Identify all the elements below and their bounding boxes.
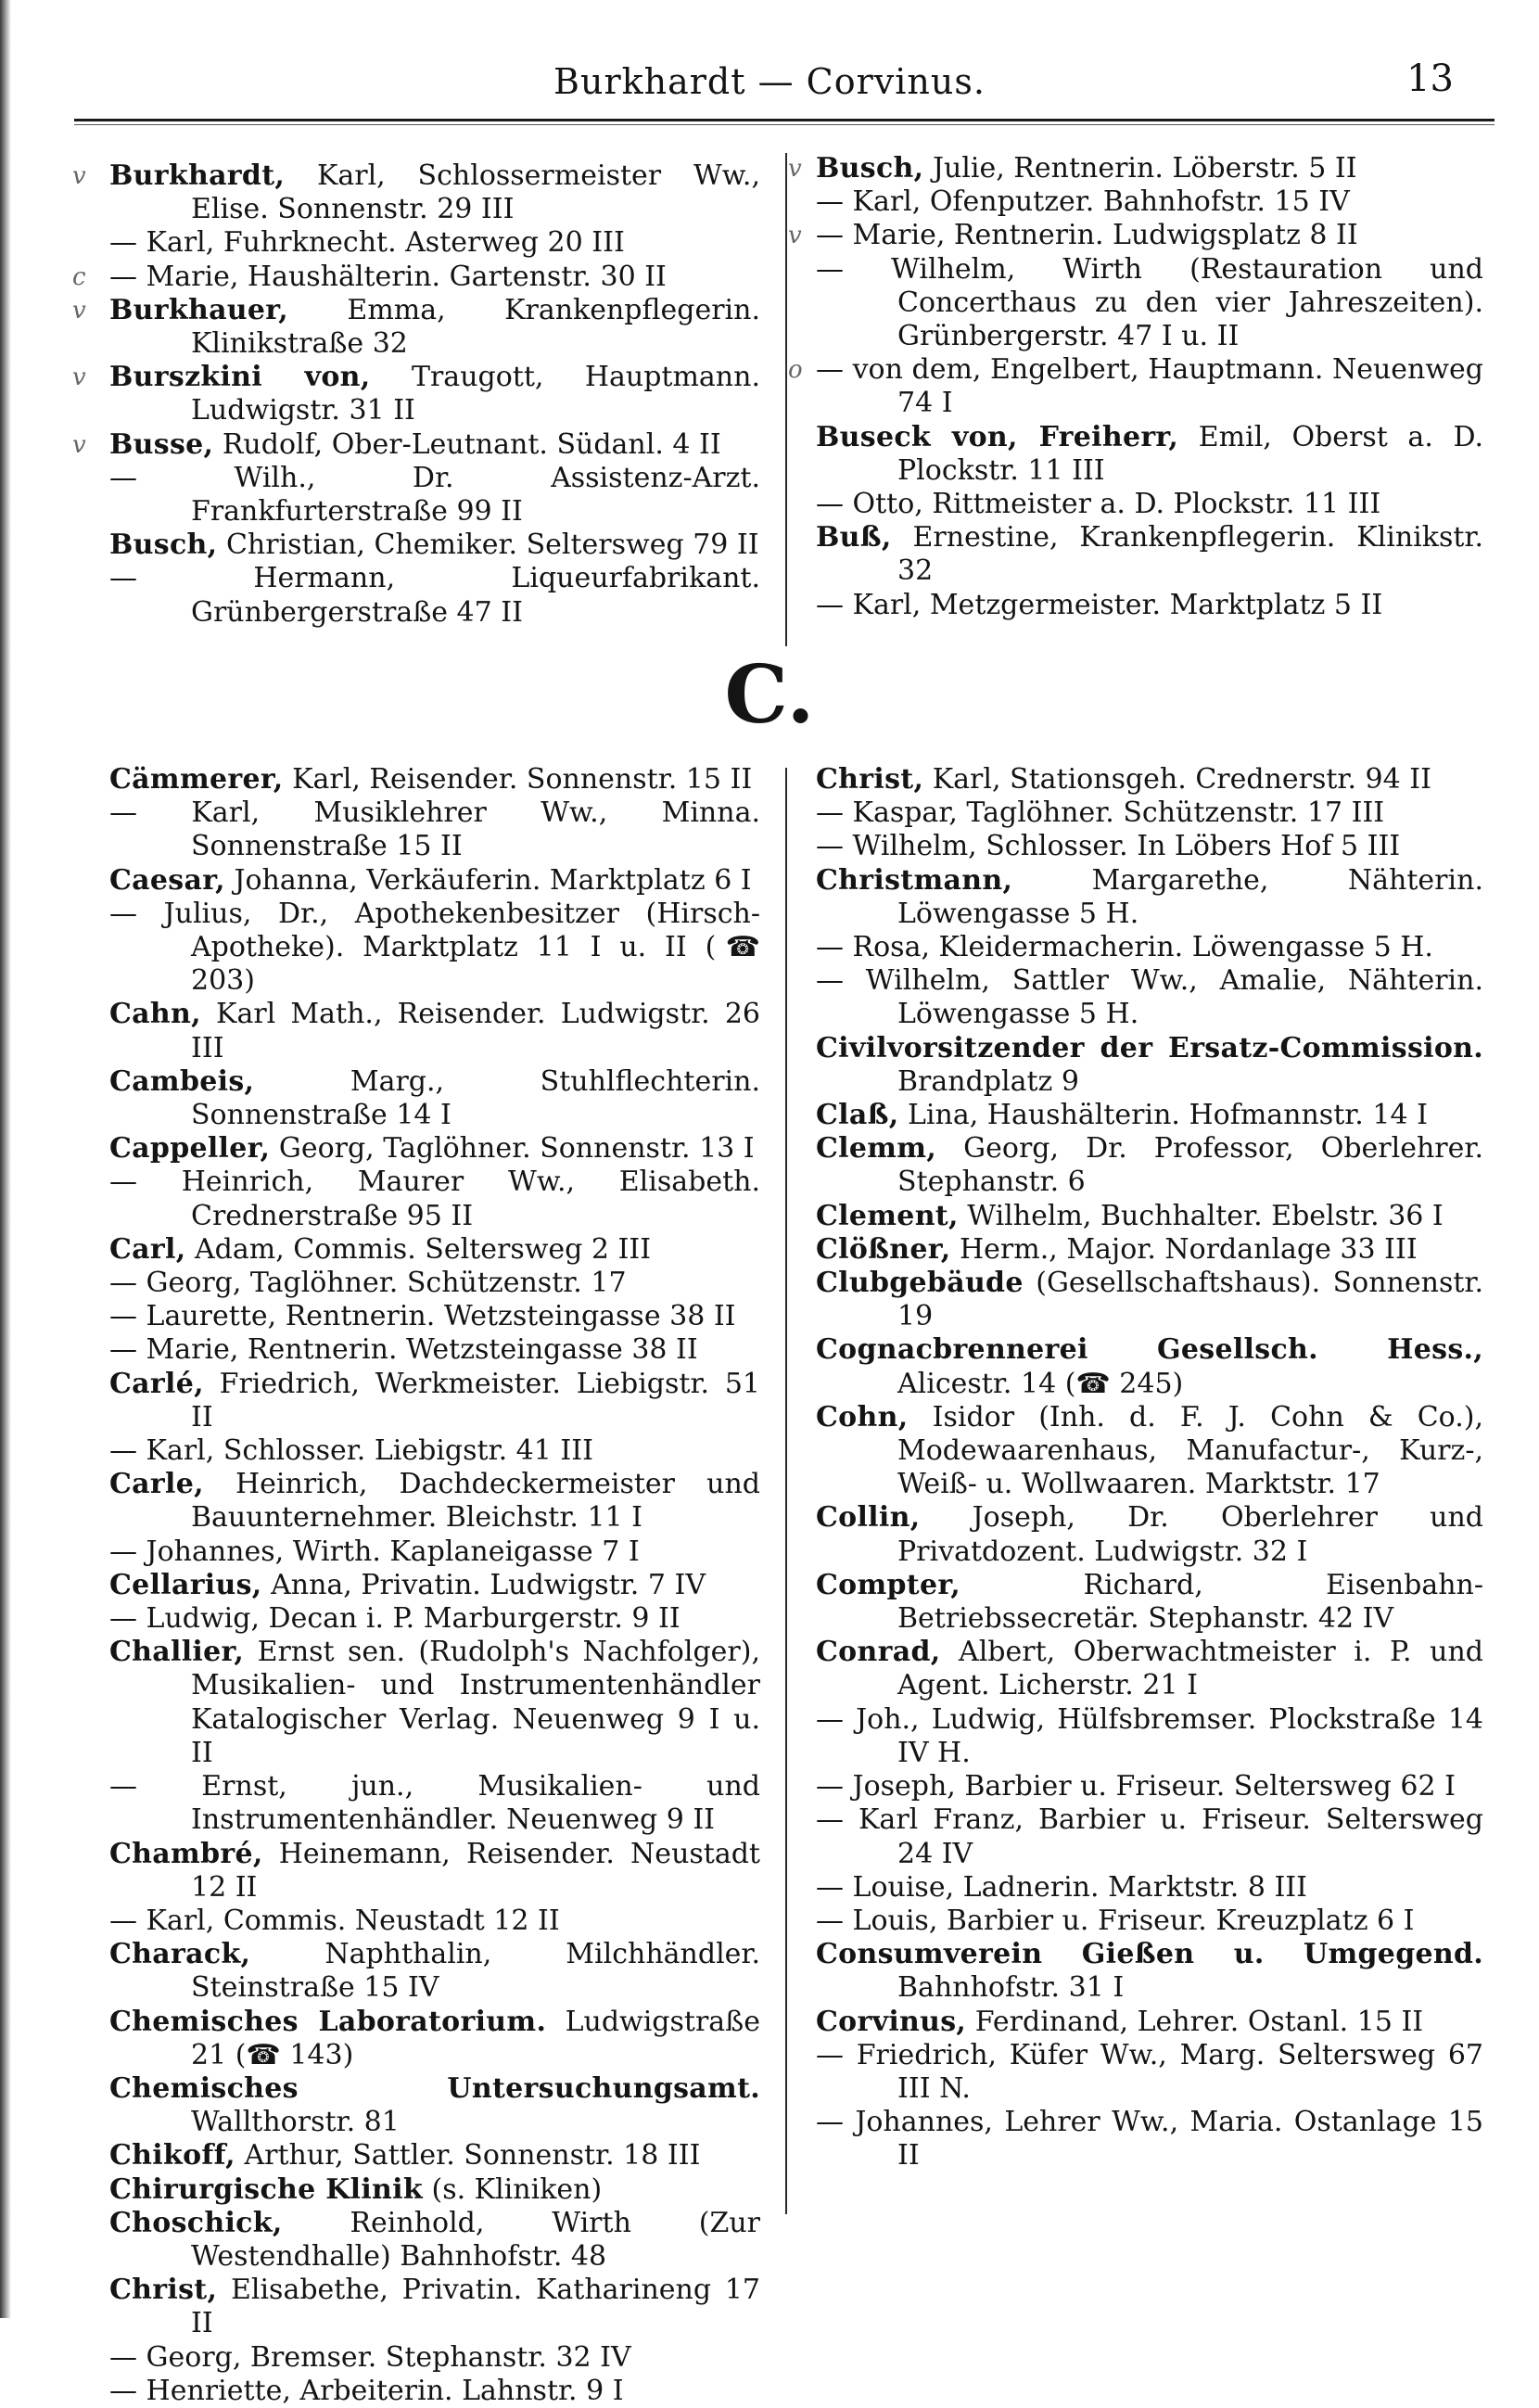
page-title: Burkhardt — Corvinus. bbox=[553, 61, 986, 102]
margin-tick-mark: v bbox=[72, 363, 86, 392]
entry-details: Naphthalin, Milchhändler. Steinstraße 15 IV bbox=[191, 1938, 760, 2005]
entry-details: Brandplatz 9 bbox=[897, 1064, 1079, 1098]
entry-surname: Busch, bbox=[816, 152, 924, 185]
directory-entry bbox=[72, 293, 760, 361]
directory-entry bbox=[109, 1838, 760, 1905]
entry-details: — Georg, Taglöhner. Schützenstr. 17 bbox=[109, 1267, 627, 1300]
entry-details: — Otto, Rittmeister a. D. Plockstr. 11 III bbox=[816, 488, 1381, 521]
entry-surname: Cognacbrennerei Gesellsch. Hess., bbox=[816, 1333, 1483, 1367]
directory-entry bbox=[816, 1803, 1483, 1870]
entry-details: Adam, Commis. Seltersweg 2 III bbox=[195, 1232, 652, 1266]
header-rule bbox=[74, 119, 1494, 121]
entry-surname: Busch, bbox=[109, 529, 218, 562]
entry-surname: Chirurgische Klinik bbox=[109, 2172, 423, 2206]
directory-entry bbox=[816, 1267, 1483, 1333]
entry-details: Karl, Reisender. Sonnenstr. 15 II bbox=[292, 763, 753, 796]
entry-details: Friedrich, Werkmeister. Liebigstr. 51 II bbox=[191, 1367, 760, 1433]
entry-details: Anna, Privatin. Ludwigstr. 7 IV bbox=[271, 1568, 706, 1601]
entry-details: — Heinrich, Maurer Ww., Elisabeth. Crednerstraße 95 II bbox=[109, 1166, 760, 1232]
entry-surname: Burkhardt, bbox=[109, 159, 286, 192]
entry-surname: Clement, bbox=[816, 1199, 959, 1232]
entry-details: — Joseph, Barbier u. Friseur. Seltersweg 62 I bbox=[816, 1770, 1456, 1803]
directory-entry bbox=[109, 2173, 760, 2207]
directory-entry bbox=[109, 462, 760, 529]
entry-surname: Compter, bbox=[816, 1568, 961, 1601]
column-lower-left bbox=[109, 763, 760, 2408]
column-lower-right bbox=[816, 763, 1483, 2173]
directory-entry bbox=[816, 185, 1483, 219]
entry-surname: Charack, bbox=[109, 1938, 251, 1971]
directory-entry bbox=[72, 260, 760, 294]
column-divider-lower bbox=[785, 768, 787, 2214]
entry-details: — von dem, Engelbert, Hauptmann. Neuenweg 74 I bbox=[816, 353, 1483, 420]
directory-entry bbox=[816, 1938, 1483, 2005]
entry-surname: Carl, bbox=[109, 1232, 186, 1266]
directory-entry bbox=[816, 1132, 1483, 1199]
entry-details: — Karl Franz, Barbier u. Friseur. Seltersweg 24 IV bbox=[816, 1803, 1483, 1870]
entry-surname: Conrad, bbox=[816, 1636, 941, 1669]
directory-entry bbox=[109, 1065, 760, 1132]
entry-details: Reinhold, Wirth (Zur Westendhalle) Bahnhofstr. 48 bbox=[191, 2206, 760, 2273]
directory-entry bbox=[816, 1032, 1483, 1099]
section-letter: C. bbox=[724, 648, 815, 742]
entry-details: Wallthorstr. 81 bbox=[191, 2106, 400, 2139]
margin-tick-mark: v bbox=[788, 222, 802, 250]
entry-details: Ludwigstraße 21 (☎ 143) bbox=[191, 2005, 760, 2071]
entry-surname: Christ, bbox=[109, 2274, 218, 2307]
directory-entry bbox=[109, 2375, 760, 2408]
entry-details: Arthur, Sattler. Sonnenstr. 18 III bbox=[244, 2139, 701, 2172]
margin-tick-mark: v bbox=[72, 430, 86, 459]
margin-tick-mark: c bbox=[72, 262, 86, 291]
directory-entry bbox=[109, 2207, 760, 2274]
entry-details: — Louis, Barbier u. Friseur. Kreuzplatz 6 I bbox=[816, 1904, 1415, 1937]
entry-surname: Caesar, bbox=[109, 863, 225, 897]
directory-entry bbox=[109, 763, 760, 796]
entry-surname: Cellarius, bbox=[109, 1568, 262, 1601]
entry-details: — Ludwig, Decan i. P. Marburgerstr. 9 II bbox=[109, 1602, 680, 1636]
directory-entry bbox=[816, 2106, 1483, 2172]
entry-details: Elisabethe, Privatin. Katharineng 17 II bbox=[191, 2274, 760, 2340]
entry-surname: Corvinus, bbox=[816, 2005, 967, 2038]
entry-details: Richard, Eisenbahn-Betriebssecretär. Stephanstr. 42 IV bbox=[897, 1568, 1483, 1636]
entry-details: — Georg, Bremser. Stephanstr. 32 IV bbox=[109, 2340, 631, 2374]
directory-entry bbox=[816, 1703, 1483, 1770]
directory-entry bbox=[816, 1401, 1483, 1502]
directory-entry bbox=[109, 1132, 760, 1166]
entry-surname: Carlé, bbox=[109, 1367, 204, 1400]
scan-edge-shadow bbox=[0, 0, 11, 2318]
entry-surname: Christmann, bbox=[816, 863, 1013, 897]
entry-details: Isidor (Inh. d. F. J. Cohn & Co.), Modewaarenhaus, Manufactur-, Kurz-, Weiß- u. Wollwaaren. Marktstr. 17 bbox=[897, 1400, 1483, 1501]
directory-entry bbox=[816, 1905, 1483, 1938]
directory-entry bbox=[816, 1501, 1483, 1568]
entry-details: — Karl, Fuhrknecht. Asterweg 20 III bbox=[109, 226, 625, 260]
directory-entry bbox=[788, 353, 1483, 420]
directory-entry bbox=[109, 1938, 760, 2005]
directory-entry bbox=[109, 2341, 760, 2375]
entry-details: (Gesellschaftshaus). Sonnenstr. 19 bbox=[897, 1267, 1483, 1333]
entry-details: Heinemann, Reisender. Neustadt 12 II bbox=[191, 1837, 760, 1904]
entry-details: Ferdinand, Lehrer. Ostanl. 15 II bbox=[974, 2005, 1424, 2038]
directory-entry bbox=[109, 1770, 760, 1837]
directory-entry bbox=[816, 964, 1483, 1031]
entry-details: Heinrich, Dachdeckermeister und Bauunternehmer. Bleichstr. 11 I bbox=[191, 1468, 760, 1535]
entry-details: (s. Kliniken) bbox=[431, 2172, 603, 2206]
directory-entry bbox=[816, 864, 1483, 931]
directory-entry bbox=[816, 796, 1483, 830]
entry-details: — Rosa, Kleidermacherin. Löwengasse 5 H. bbox=[816, 931, 1433, 964]
entry-details: — Marie, Rentnerin. Ludwigsplatz 8 II bbox=[816, 219, 1358, 252]
entry-details: Emil, Oberst a. D. Plockstr. 11 III bbox=[897, 420, 1483, 487]
entry-surname: Busse, bbox=[109, 427, 214, 461]
directory-entry bbox=[109, 1535, 760, 1569]
entry-surname: Buseck von, Freiherr, bbox=[816, 420, 1179, 453]
entry-details: Julie, Rentnerin. Löberstr. 5 II bbox=[932, 152, 1357, 185]
entry-details: — Wilhelm, Sattler Ww., Amalie, Nähterin. Löwengasse 5 H. bbox=[816, 964, 1483, 1031]
directory-entry bbox=[816, 1871, 1483, 1905]
entry-details: Alicestr. 14 (☎ 245) bbox=[897, 1367, 1184, 1400]
entry-surname: Claß, bbox=[816, 1099, 899, 1132]
entry-surname: Cappeller, bbox=[109, 1132, 271, 1166]
directory-entry bbox=[816, 763, 1483, 796]
header-rule-thin bbox=[74, 124, 1494, 125]
entry-details: — Karl, Commis. Neustadt 12 II bbox=[109, 1904, 560, 1937]
entry-surname: Burszkini von, bbox=[109, 361, 371, 394]
directory-entry bbox=[109, 1569, 760, 1602]
entry-details: Ernestine, Krankenpflegerin. Klinikstr. 32 bbox=[897, 521, 1483, 588]
entry-details: — Hermann, Liqueurfabrikant. Grünbergerstraße 47 II bbox=[109, 562, 760, 629]
entry-details: — Johannes, Lehrer Ww., Maria. Ostanlage 15 II bbox=[816, 2106, 1483, 2172]
entry-details: Herm., Major. Nordanlage 33 III bbox=[960, 1232, 1418, 1266]
entry-details: Marg., Stuhlflechterin. Sonnenstraße 14 I bbox=[191, 1064, 760, 1132]
margin-tick-mark: v bbox=[72, 162, 86, 190]
directory-entry bbox=[109, 1300, 760, 1333]
directory-entry bbox=[109, 226, 760, 260]
directory-entry bbox=[109, 1233, 760, 1267]
directory-entry bbox=[109, 529, 760, 562]
column-divider-upper bbox=[785, 153, 787, 646]
directory-entry bbox=[816, 1636, 1483, 1702]
directory-entry bbox=[72, 361, 760, 427]
entry-surname: Clößner, bbox=[816, 1232, 951, 1266]
entry-surname: Cahn, bbox=[109, 998, 201, 1031]
directory-entry bbox=[788, 219, 1483, 252]
entry-details: — Karl, Musiklehrer Ww., Minna. Sonnenstraße 15 II bbox=[109, 796, 760, 863]
entry-details: Johanna, Verkäuferin. Marktplatz 6 I bbox=[234, 863, 752, 897]
directory-entry bbox=[109, 1333, 760, 1367]
directory-entry bbox=[109, 898, 760, 999]
entry-details: — Karl, Ofenputzer. Bahnhofstr. 15 IV bbox=[816, 185, 1350, 219]
entry-details: Karl, Stationsgeh. Crednerstr. 94 II bbox=[932, 763, 1431, 796]
margin-tick-mark: v bbox=[72, 296, 86, 325]
entry-details: Bahnhofstr. 31 I bbox=[897, 1971, 1125, 2005]
directory-entry bbox=[816, 931, 1483, 964]
entry-surname: Chikoff, bbox=[109, 2139, 235, 2172]
entry-surname: Cambeis, bbox=[109, 1064, 255, 1098]
entry-surname: Buß, bbox=[816, 521, 892, 554]
entry-details: Wilhelm, Buchhalter. Ebelstr. 36 I bbox=[967, 1199, 1444, 1232]
entry-details: Joseph, Dr. Oberlehrer und Privatdozent. Ludwigstr. 32 I bbox=[897, 1501, 1483, 1568]
column-upper-left bbox=[72, 159, 760, 630]
entry-details: — Karl, Metzgermeister. Marktplatz 5 II bbox=[816, 588, 1383, 621]
directory-entry bbox=[109, 1434, 760, 1468]
directory-entry bbox=[816, 1233, 1483, 1267]
entry-details: — Marie, Haushälterin. Gartenstr. 30 II bbox=[109, 260, 667, 293]
entry-surname: Chemisches Laboratorium. bbox=[109, 2005, 547, 2038]
directory-entry bbox=[788, 152, 1483, 185]
column-upper-right bbox=[788, 152, 1483, 622]
directory-entry bbox=[816, 521, 1483, 588]
entry-details: — Johannes, Wirth. Kaplaneigasse 7 I bbox=[109, 1535, 640, 1568]
directory-entry bbox=[109, 562, 760, 629]
entry-surname: Challier, bbox=[109, 1636, 245, 1669]
entry-details: — Friedrich, Küfer Ww., Marg. Seltersweg 67 III N. bbox=[816, 2038, 1483, 2105]
entry-details: — Ernst, jun., Musikalien- und Instrumentenhändler. Neuenweg 9 II bbox=[109, 1770, 760, 1837]
directory-entry bbox=[816, 830, 1483, 863]
directory-entry bbox=[816, 1333, 1483, 1400]
directory-entry bbox=[109, 1468, 760, 1535]
directory-entry bbox=[72, 159, 760, 226]
entry-details: Karl, Schlossermeister Ww., Elise. Sonnenstr. 29 III bbox=[191, 159, 760, 226]
directory-entry bbox=[109, 2274, 760, 2340]
entry-surname: Choschick, bbox=[109, 2206, 283, 2239]
directory-entry bbox=[109, 2139, 760, 2172]
directory-entry bbox=[816, 421, 1483, 488]
entry-surname: Cohn, bbox=[816, 1400, 909, 1433]
directory-entry bbox=[109, 1267, 760, 1300]
directory-entry bbox=[109, 1636, 760, 1770]
entry-surname: Clubgebäude bbox=[816, 1267, 1024, 1300]
directory-entry bbox=[109, 1166, 760, 1232]
entry-details: — Marie, Rentnerin. Wetzsteingasse 38 II bbox=[109, 1333, 698, 1367]
directory-entry bbox=[109, 1368, 760, 1434]
entry-surname: Clemm, bbox=[816, 1132, 937, 1166]
entry-surname: Cämmerer, bbox=[109, 763, 284, 796]
entry-surname: Civilvorsitzender der Ersatz-Commission. bbox=[816, 1031, 1483, 1064]
entry-details: Emma, Krankenpflegerin. Klinikstraße 32 bbox=[191, 293, 760, 361]
entry-surname: Chemisches Untersuchungsamt. bbox=[109, 2071, 760, 2105]
entry-surname: Collin, bbox=[816, 1501, 921, 1535]
entry-details: Georg, Taglöhner. Sonnenstr. 13 I bbox=[278, 1132, 755, 1166]
directory-entry bbox=[109, 1905, 760, 1938]
directory-entry bbox=[816, 253, 1483, 354]
entry-details: — Karl, Schlosser. Liebigstr. 41 III bbox=[109, 1434, 593, 1468]
entry-details: Rudolf, Ober-Leutnant. Südanl. 4 II bbox=[222, 427, 721, 461]
entry-surname: Chambré, bbox=[109, 1837, 263, 1870]
entry-details: Margarethe, Nähterin. Löwengasse 5 H. bbox=[897, 863, 1483, 930]
entry-details: Christian, Chemiker. Seltersweg 79 II bbox=[225, 529, 759, 562]
directory-entry bbox=[816, 488, 1483, 521]
directory-entry bbox=[109, 2072, 760, 2139]
entry-details: Ernst sen. (Rudolph's Nachfolger), Musikalien- und Instrumentenhändler Katalogischer Verlag. Neuenweg 9 I u. II bbox=[191, 1636, 760, 1769]
directory-entry bbox=[816, 2006, 1483, 2039]
entry-details: — Wilhelm, Schlosser. In Löbers Hof 5 III bbox=[816, 830, 1401, 863]
directory-entry bbox=[816, 589, 1483, 622]
page-number: 13 bbox=[1406, 57, 1454, 100]
entry-details: — Joh., Ludwig, Hülfsbremser. Plockstraße 14 IV H. bbox=[816, 1702, 1483, 1769]
directory-entry bbox=[816, 1569, 1483, 1636]
entry-details: Georg, Dr. Professor, Oberlehrer. Stephanstr. 6 bbox=[897, 1132, 1483, 1199]
directory-entry bbox=[109, 1602, 760, 1636]
directory-entry bbox=[72, 427, 760, 462]
entry-surname: Consumverein Gießen u. Umgegend. bbox=[816, 1938, 1483, 1971]
entry-details: — Henriette, Arbeiterin. Lahnstr. 9 I bbox=[109, 2374, 624, 2407]
directory-entry bbox=[109, 998, 760, 1064]
directory-entry bbox=[816, 2039, 1483, 2106]
entry-details: Traugott, Hauptmann. Ludwigstr. 31 II bbox=[191, 361, 760, 427]
directory-entry bbox=[109, 796, 760, 863]
directory-entry bbox=[816, 1770, 1483, 1803]
entry-details: — Laurette, Rentnerin. Wetzsteingasse 38 II bbox=[109, 1300, 736, 1333]
entry-details: — Julius, Dr., Apothekenbesitzer (Hirsch-Apotheke). Marktplatz 11 I u. II (☎ 203) bbox=[109, 897, 760, 998]
directory-entry bbox=[109, 864, 760, 898]
entry-details: Albert, Oberwachtmeister i. P. und Agent. Licherstr. 21 I bbox=[897, 1636, 1483, 1702]
entry-surname: Carle, bbox=[109, 1468, 204, 1501]
directory-entry bbox=[816, 1099, 1483, 1132]
margin-tick-mark: o bbox=[788, 356, 803, 385]
margin-tick-mark: v bbox=[788, 155, 802, 183]
directory-entry bbox=[109, 2006, 760, 2072]
entry-details: Karl Math., Reisender. Ludwigstr. 26 III bbox=[191, 998, 760, 1064]
entry-details: — Louise, Ladnerin. Marktstr. 8 III bbox=[816, 1870, 1307, 1904]
entry-details: — Wilhelm, Wirth (Restauration und Concerthaus zu den vier Jahreszeiten). Grünbergerstr. 47 I u. II bbox=[816, 252, 1483, 353]
entry-surname: Christ, bbox=[816, 763, 924, 796]
entry-surname: Burkhauer, bbox=[109, 293, 288, 326]
entry-details: — Kaspar, Taglöhner. Schützenstr. 17 III bbox=[816, 796, 1385, 830]
running-head bbox=[0, 52, 1539, 108]
entry-details: — Wilh., Dr. Assistenz-Arzt. Frankfurterstraße 99 II bbox=[109, 461, 760, 529]
entry-details: Lina, Haushälterin. Hofmannstr. 14 I bbox=[908, 1099, 1428, 1132]
directory-entry bbox=[816, 1200, 1483, 1233]
